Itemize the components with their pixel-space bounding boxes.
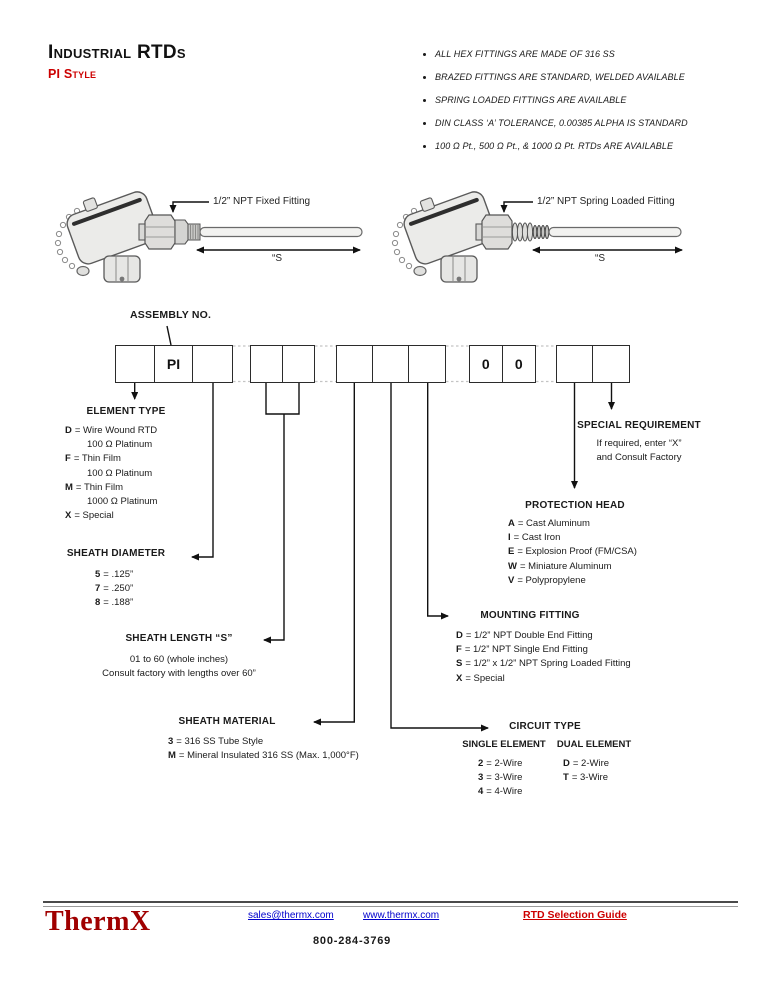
assembly-box-cell: 0 [514, 356, 523, 372]
code-line: V = Polypropylene [508, 574, 586, 586]
section-circuit-type [455, 721, 635, 800]
code-line: F = Thin Film [65, 453, 121, 465]
spec-bullet: • DIN CLASS ‘A’ TOLERANCE, 0.00385 ALPHA IS STANDARD [435, 118, 768, 128]
phone-number: 800-284-3769 [313, 935, 392, 947]
assembly-no-label: ASSEMBLY NO. [130, 309, 212, 321]
code-line: If required, enter “X” [596, 438, 682, 449]
code-line: 3 = 316 SS Tube Style [168, 736, 264, 747]
section-heading: SPECIAL REQUIREMENT [577, 420, 701, 431]
code-line: D = Wire Wound RTD [65, 425, 158, 436]
section-special-requirement [549, 420, 729, 465]
assembly-box-group-4 [469, 345, 536, 383]
code-line: 01 to 60 (whole inches) [129, 654, 229, 665]
code-line: 3 = 3-Wire [478, 772, 523, 784]
section-sheath-diameter [30, 548, 202, 611]
code-line: X = Special [456, 672, 505, 684]
rtd-selection-guide-link[interactable]: RTD Selection Guide [523, 909, 627, 921]
code-line: Consult factory with lengths over 60” [102, 668, 256, 680]
code-line: M = Mineral Insulated 316 SS (Max. 1,000°F) [168, 750, 359, 762]
code-line: X = Special [65, 510, 114, 522]
section-sheath-length [75, 633, 283, 681]
code-line: 2 = 2-Wire [478, 758, 523, 769]
code-line: M = Thin Film [65, 481, 123, 493]
code-line: 4 = 4-Wire [478, 786, 523, 798]
spec-bullet: • 100 Ω Pt., 500 Ω Pt., & 1000 Ω Pt. RTDs ARE AVAILABLE [435, 141, 768, 151]
code-line: W = Miniature Aluminum [508, 560, 612, 572]
assembly-box-group-3 [336, 345, 446, 383]
section-heading: CIRCUIT TYPE [509, 721, 581, 732]
spring-fitting-label: 1/2” NPT Spring Loaded Fitting [537, 196, 675, 207]
spec-bullets [415, 49, 768, 164]
code-line: 1000 Ω Platinum [87, 496, 158, 508]
code-line: F = 1/2” NPT Single End Fitting [456, 644, 588, 656]
assembly-box-cell [593, 346, 629, 382]
section-element-type [40, 406, 212, 523]
assembly-box-cell [116, 346, 155, 382]
assembly-box-cell: 0 [470, 346, 503, 382]
section-protection-head [500, 500, 650, 588]
assembly-box-cell [337, 346, 373, 382]
section-mounting-fitting [450, 610, 631, 686]
brand-logo: ThermX [45, 906, 151, 937]
code-line: 100 Ω Platinum [87, 439, 153, 451]
assembly-box-cell [373, 346, 409, 382]
code-line: D = 1/2” NPT Double End Fitting [456, 630, 593, 641]
code-line: D = 2-Wire [563, 758, 610, 769]
spec-bullet: • SPRING LOADED FITTINGS ARE AVAILABLE [435, 95, 768, 105]
code-line: I = Cast Iron [508, 532, 561, 544]
section-sheath-material [117, 716, 359, 763]
code-line: 7 = .250” [95, 583, 134, 595]
spec-bullet: • BRAZED FITTINGS ARE STANDARD, WELDED AVAILABLE [435, 72, 768, 82]
fixed-fitting-illustration [46, 186, 376, 290]
assembly-box-group-5 [556, 345, 630, 383]
section-heading: SHEATH LENGTH “S” [125, 633, 233, 644]
page-subtitle: PI Style [48, 67, 97, 81]
section-heading: SHEATH MATERIAL [178, 716, 276, 727]
code-line: 8 = .188” [95, 597, 134, 609]
section-heading: ELEMENT TYPE [86, 406, 166, 417]
footer-rule [43, 901, 738, 903]
code-line: 5 = .125” [95, 569, 134, 580]
code-line: A = Cast Aluminum [508, 518, 590, 529]
sheath-length-dim-fixed: “S [272, 253, 282, 264]
code-line: and Consult Factory [596, 452, 682, 464]
dual-element-col-heading: DUAL ELEMENT [556, 739, 632, 750]
email-link[interactable]: sales@thermx.com [248, 910, 334, 921]
single-element-col-heading: SINGLE ELEMENT [462, 739, 546, 750]
assembly-box-group-1 [115, 345, 233, 383]
assembly-box-cell: PI [155, 346, 194, 382]
code-line: 100 Ω Platinum [87, 467, 153, 479]
assembly-box-cell [557, 346, 593, 382]
sheath-length-dim-spring: “S [595, 253, 605, 264]
fixed-fitting-label: 1/2” NPT Fixed Fitting [213, 196, 311, 207]
spec-bullet: • ALL HEX FITTINGS ARE MADE OF 316 SS [435, 49, 768, 59]
code-line: E = Explosion Proof (FM/CSA) [508, 546, 637, 558]
section-heading: SHEATH DIAMETER [66, 548, 166, 559]
section-heading: MOUNTING FITTING [480, 610, 580, 621]
section-heading: PROTECTION HEAD [525, 500, 625, 511]
assembly-box-cell [251, 346, 283, 382]
code-line: T = 3-Wire [563, 772, 608, 784]
code-line: S = 1/2” x 1/2” NPT Spring Loaded Fitting [456, 658, 631, 670]
page-title: Industrial RTDs [48, 42, 186, 63]
assembly-box-cell [409, 346, 445, 382]
assembly-box-cell [283, 346, 315, 382]
assembly-box-cell [193, 346, 232, 382]
assembly-box-group-2 [250, 345, 315, 383]
website-link[interactable]: www.thermx.com [363, 910, 440, 921]
